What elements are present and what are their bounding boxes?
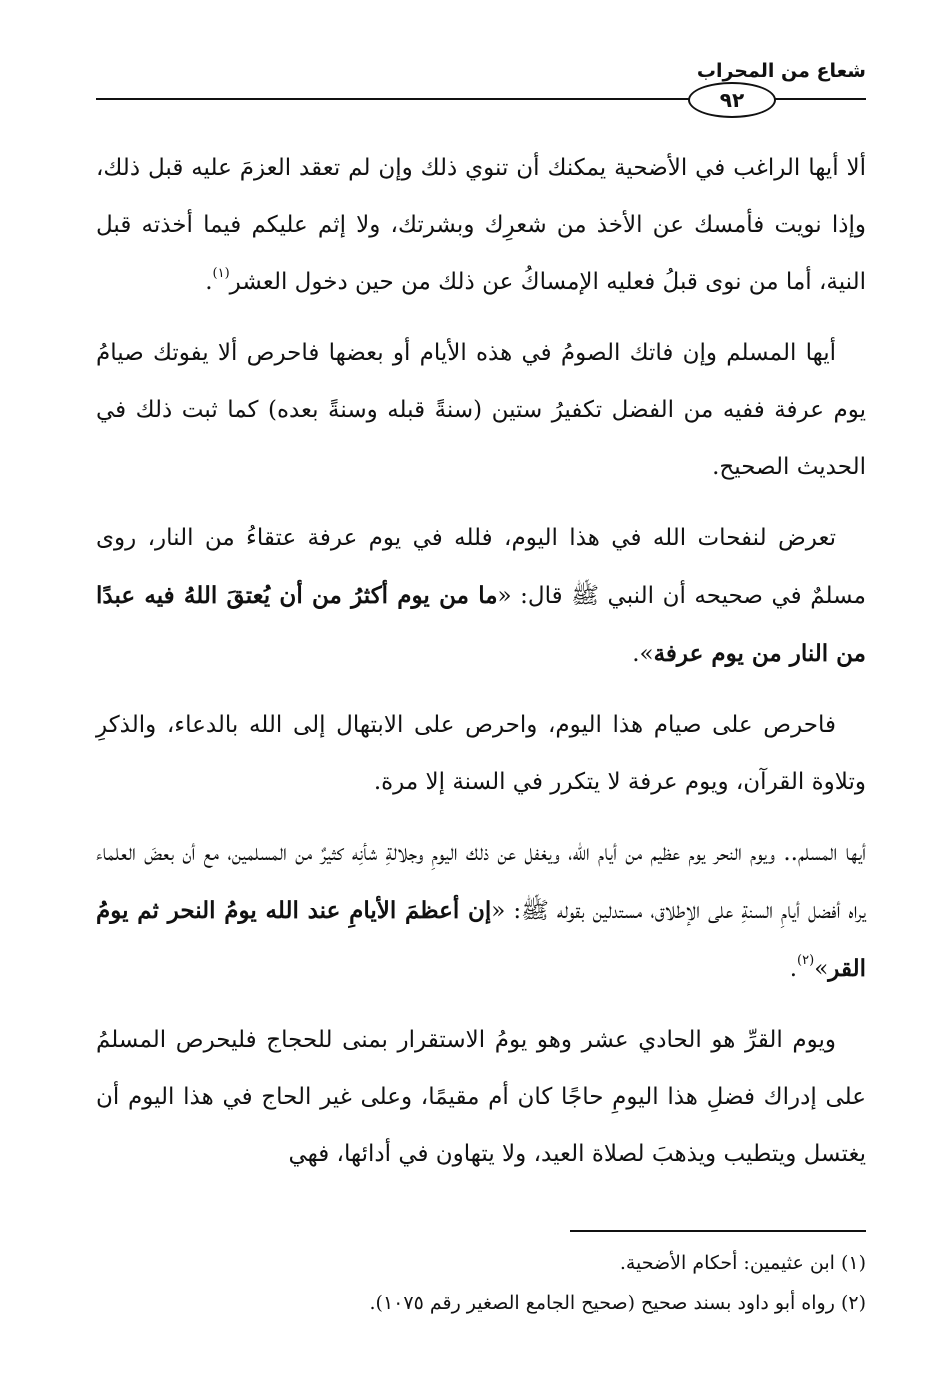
footnote-2	[96, 1283, 866, 1323]
paragraph-5-close: »	[814, 956, 829, 982]
footnote-1	[96, 1243, 866, 1283]
footnotes	[96, 1243, 866, 1323]
paragraph-6-text: ويوم القرِّ هو الحادي عشر وهو يومُ الاستقرار بمنى للحجاج فليحرص المسلمُ على إدراك فضلِ هذا اليومِ حاجًا كان أم مقيمًا، وعلى غير الحاج في هذا اليوم أن يغتسل ويتطيب ويذهبَ لصلاة العيد، ولا يتهاون في أدائها، فهي	[96, 1027, 866, 1167]
paragraph-4-text: فاحرص على صيام هذا اليوم، واحرص على الابتهال إلى الله بالدعاء، والذكرِ وتلاوة القرآن، ويوم عرفة لا يتكرر في السنة إلا مرة.	[96, 712, 866, 795]
paragraph-6	[96, 1012, 866, 1183]
paragraph-1	[96, 140, 866, 311]
paragraph-5-text: أيها المسلم.. ويوم النحر يوم عظيم من أيام الله، ويغفل عن ذلك اليومِ وجلالةِ شأنِه كثيرٌ من المسلمين، مع أن بعضَ العلماء يراه أفضل أيامِ السنةِ على الإطلاق، مستدلين بقوله ﷺ: «	[96, 840, 866, 924]
paragraph-1-end: .	[205, 269, 213, 295]
hadith-quote-1: ما من يوم أكثرُ من أن يُعتقَ اللهُ فيه عبدًا من النار من يوم عرفة	[96, 582, 866, 667]
body-text	[96, 140, 866, 1197]
page-number: ٩٢	[688, 82, 776, 118]
footnote-1-number: (١)	[840, 1252, 866, 1274]
paragraph-2	[96, 325, 866, 496]
paragraph-3-end: ».	[632, 641, 654, 667]
page-header	[96, 58, 866, 112]
paragraph-3	[96, 510, 866, 683]
hadith-quote-2: إن أعظمَ الأيامِ عند الله يومُ النحر ثم يومُ القر	[96, 897, 866, 982]
paragraph-3-text: تعرض لنفحات الله في هذا اليوم، فلله في يوم عرفة عتقاءُ من النار، روى مسلمٌ في صحيحه أن النبي ﷺ قال: «	[96, 525, 866, 609]
footnote-ref-1: (١)	[212, 266, 230, 281]
footnote-2-text: رواه أبو داود بسند صحيح (صحيح الجامع الصغير رقم ١٠٧٥).	[369, 1292, 835, 1314]
running-title: شعاع من المحراب	[696, 60, 866, 82]
footnote-separator	[570, 1230, 866, 1232]
paragraph-4	[96, 697, 866, 811]
paragraph-2-text: أيها المسلم وإن فاتك الصومُ في هذه الأيام أو بعضها فاحرص ألا يفوتك صيامُ يوم عرفة ففيه من الفضل تكفيرُ ستين (سنةً قبله وسنةً بعده) كما ثبت ذلك في الحديث الصحيح.	[96, 340, 866, 480]
footnote-1-text: ابن عثيمين: أحكام الأضحية.	[619, 1252, 835, 1274]
paragraph-1-text: ألا أيها الراغب في الأضحية يمكنك أن تنوي ذلك وإن لم تعقد العزمَ عليه قبل ذلك، وإذا نويت فأمسك عن الأخذ من شعرِك وبشرتك، ولا إثم عليكم فيما أخذته قبل النية، أما من نوى قبلُ فعليه الإمساكُ عن ذلك من حين دخول العشر	[96, 155, 866, 295]
paragraph-5-end: .	[789, 956, 798, 982]
footnote-2-number: (٢)	[840, 1292, 866, 1314]
paragraph-5	[96, 825, 866, 998]
footnote-ref-2: (٢)	[797, 953, 815, 968]
